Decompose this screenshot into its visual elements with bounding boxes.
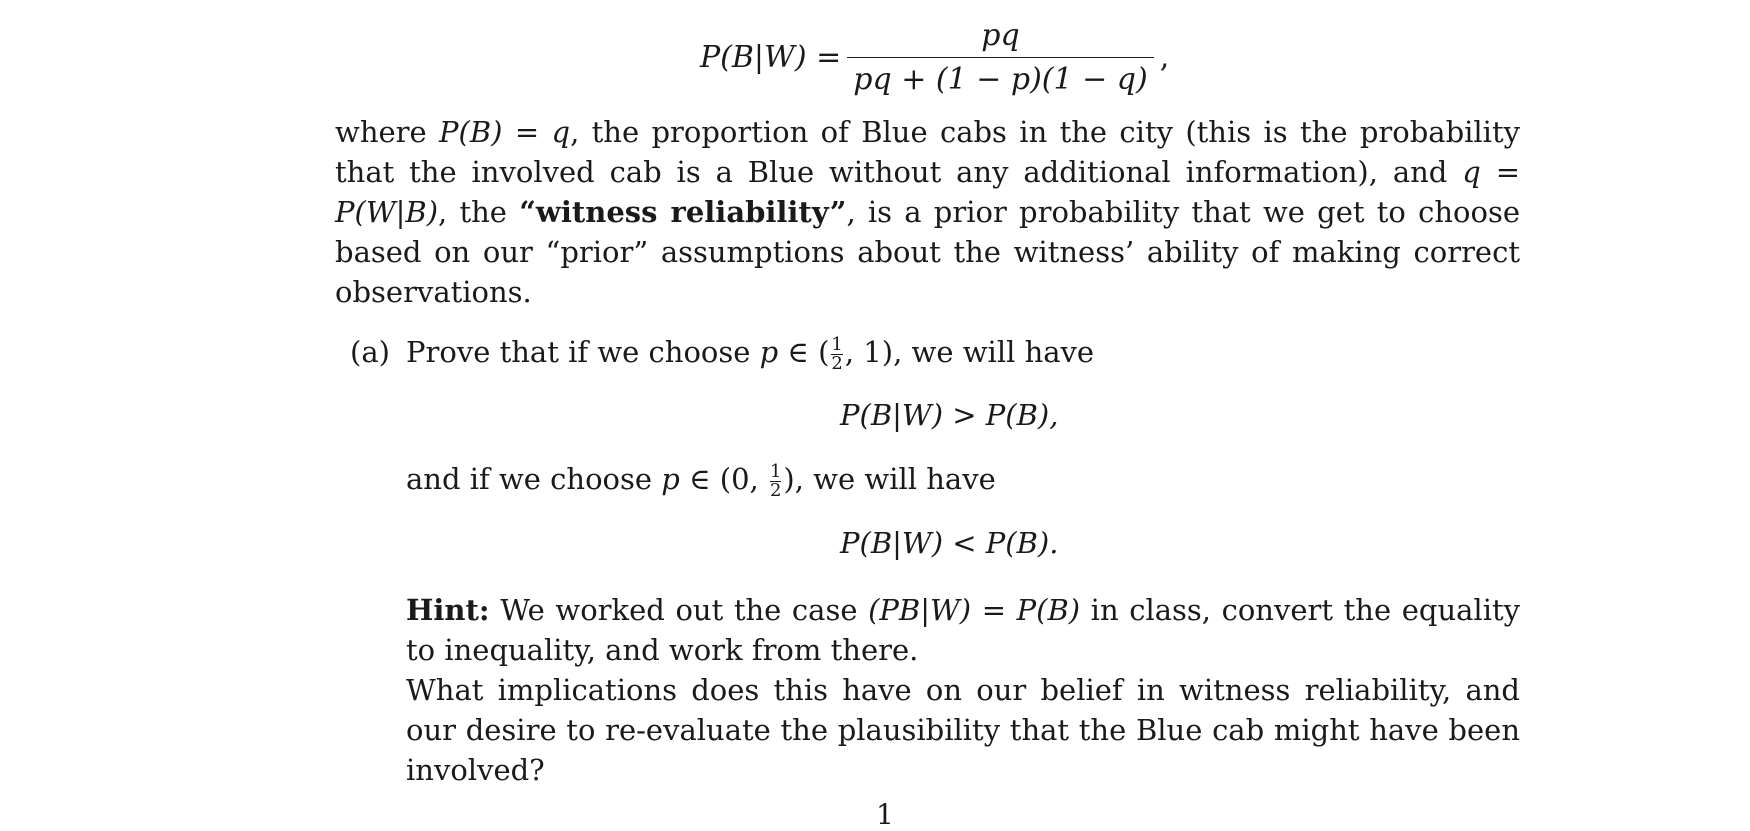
item-continuation [406,462,996,500]
inline-fraction [769,460,782,501]
inline-fraction [831,333,843,374]
item-statement [406,335,1094,373]
hint-label: Hint: [406,593,490,627]
bayes-equation [700,18,1169,97]
equation-trail: , [1159,40,1170,75]
hint-text: We worked out the case [489,593,869,627]
bold-term: “witness reliability” [519,195,847,229]
display-inequality-2: P(B|W) < P(B). [840,526,1059,560]
fraction-denominator: 2 [769,479,782,501]
inline-math: p [759,335,779,369]
inline-math: , 1) [844,335,894,369]
fraction-denominator: 2 [831,352,843,374]
fraction-denominator: pq + (1 − p)(1 − q) [847,57,1153,97]
equation-lhs: P(B|W) = [700,40,842,75]
inline-math: ∈ ( [778,335,830,369]
item-text: , we will have [893,335,1095,369]
paragraph-text: where [335,115,440,149]
equation-fraction [847,18,1153,97]
item-text: Prove that if we choose [406,335,760,369]
question-paragraph: What implications does this have on our belief in witness reliability, and our desire to re-evaluate the plausibility that the Blue cab might have been involved? [406,673,1520,787]
item-text: , we will have [794,462,996,496]
hint-text: in class, convert the equality to inequality, and work from there. [406,593,1521,667]
paragraph-text: , is a prior probability that we get to choose based on our “prior” assumptions about the witness’ ability of making correct observations. [335,195,1520,309]
explanation-paragraph [335,112,1520,312]
inline-math: (PB|W) = P(B) [868,593,1081,627]
fraction-numerator: pq [981,18,1020,53]
fraction-numerator: 1 [769,460,782,482]
hint-block [406,590,1520,790]
item-text: and if we choose [406,462,662,496]
inline-math: q = P(W|B) [335,155,1520,229]
hint-paragraph [406,590,1520,670]
inline-math: ) [783,462,795,496]
fraction-numerator: 1 [831,333,843,355]
inline-math: ∈ (0, [679,462,768,496]
inline-math: P(B) = q [439,115,571,149]
page-number: 1 [876,798,894,831]
paragraph-text: , the [438,195,520,229]
display-inequality-1: P(B|W) > P(B), [840,398,1059,432]
item-label: (a) [350,335,390,369]
inline-math: p [661,462,680,496]
paragraph-text: , the proportion of Blue cabs in the city (this is the probability that the involved cab is a Blue without any additional information), and [335,115,1520,189]
